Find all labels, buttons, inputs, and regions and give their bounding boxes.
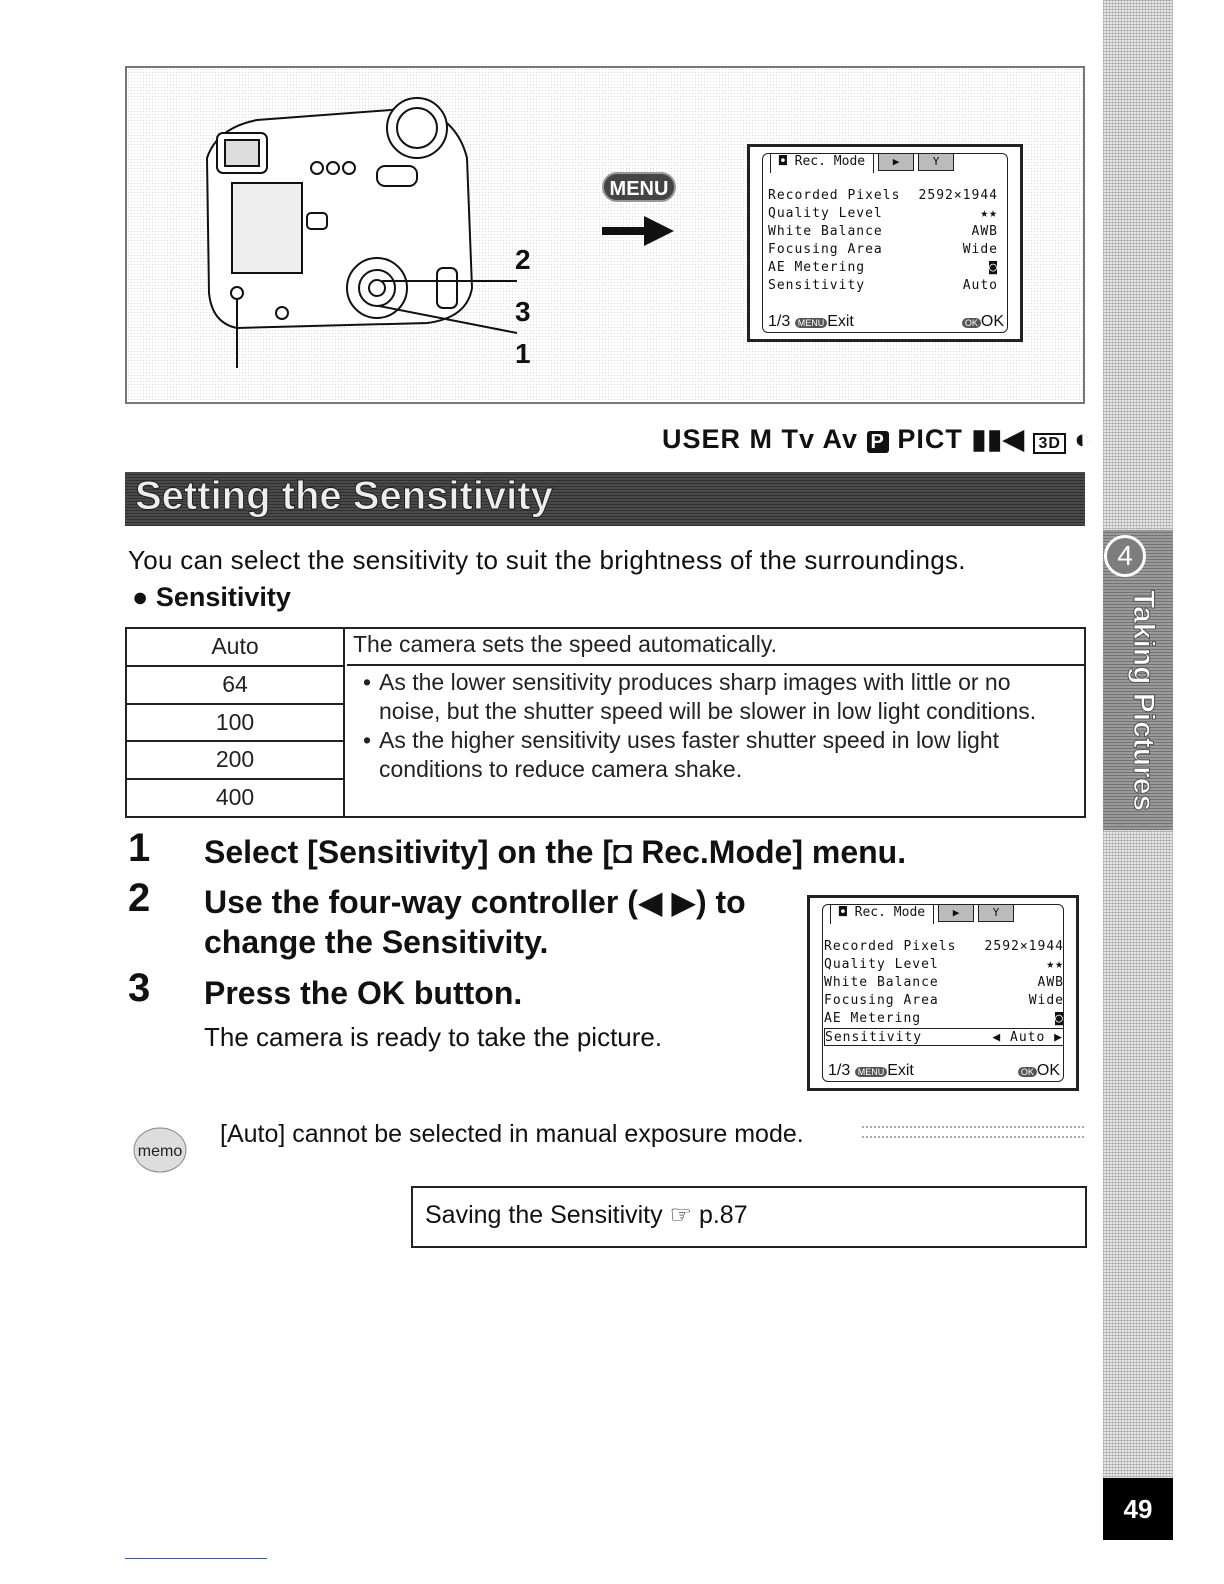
pict-mode-label: PICT [897,424,963,454]
sensitivity-values-column [127,629,345,816]
lcd-row-sensitivity: Sensitivity Auto [768,278,998,293]
step-2-text-line2: change the Sensitivity. [204,924,549,960]
menu-icon: MENU [855,1067,888,1077]
ok-icon: OK [1018,1067,1037,1077]
step-3-text: Press the OK button. [204,975,523,1011]
camera-icon: ◘ [779,154,795,169]
memo-text: [Auto] cannot be selected in manual exposure mode. [220,1120,804,1148]
3d-mode-icon: 3D [1033,433,1065,454]
lcd-row-sensitivity-selected: Sensitivity ◀ Auto ▶ [825,1030,1063,1045]
subheading: ● Sensitivity [132,582,291,612]
lcd-menu-screen-sensitivity [807,895,1079,1091]
lcd-row-recorded-pixels: Recorded Pixels 2592×1944 [824,939,1064,954]
page-number: 49 [1103,1478,1173,1540]
svg-text:memo: memo [137,1143,183,1160]
lcd-row-quality-level: Quality Level ★★ [768,206,998,221]
applicable-modes: USER M Tv Av P PICT ▮▮◀ 3D ◐ [662,424,1092,454]
reference-page: p.87 [698,1201,748,1229]
camera-illustration-icon [197,88,517,368]
sensitivity-table [125,627,1086,818]
lcd-row-white-balance: White Balance AWB [768,224,998,239]
lcd-tab-bar [770,153,954,173]
step-2-text-line1: Use the four-way controller (◀ ▶) to [204,884,746,920]
sensitivity-value: 100 [127,705,343,743]
lcd-row-focusing-area: Focusing Area Wide [768,242,998,257]
reference-box [411,1186,1087,1248]
sensitivity-value: 200 [127,742,343,780]
lcd-menu-list [824,938,1064,1046]
lcd-row-focusing-area: Focusing Area Wide [824,993,1064,1008]
playback-tab-icon: ▶ [938,904,974,922]
camera-icon: ◘ [839,905,855,920]
step-3-number: 3 [128,966,151,1010]
callout-2: 2 [515,244,531,275]
menu-button-icon: MENU [602,172,676,202]
ok-icon: OK [962,318,981,328]
lcd-row-recorded-pixels: Recorded Pixels 2592×1944 [768,188,998,203]
section-heading-bar [125,472,1085,526]
callout-1: 1 [515,338,531,369]
bullet-item: • As the higher sensitivity uses faster shutter speed in low light conditions to reduce camera shake. [362,727,1000,782]
lcd-menu-screen [747,144,1023,342]
bullet-item: • As the lower sensitivity produces sharp images with little or no noise, but the shutter speed will be slower in low light conditions. [362,669,1037,724]
rec-mode-tab: ◘ Rec. Mode [770,153,874,173]
lcd-row-quality-level: Quality Level ★★ [824,957,1064,972]
sensitivity-value: 400 [215,784,255,810]
lcd-row-ae-metering: AE Metering ◙ [768,260,998,275]
lcd-menu-list [768,187,998,295]
menu-icon: MENU [795,318,828,328]
setup-tab-icon: Y [918,153,954,171]
night-mode-icon: ◐ [1074,424,1092,454]
auto-description: The camera sets the speed automatically. [347,629,1084,666]
intro-text: You can select the sensitivity to suit the brightness of the surroundings. [128,545,966,575]
pointer-icon: ☞ [669,1201,692,1229]
step-1-text: Select [Sensitivity] on the [◘ Rec.Mode] menu. [204,834,907,870]
program-mode-icon: P [867,431,889,453]
movie-mode-icon: ▮▮◀ [971,424,1025,454]
callout-3: 3 [515,296,531,327]
lcd-tab-bar [830,904,1014,924]
chapter-title: Taking Pictures [1127,590,1160,812]
memo-dotted-rule [862,1126,1084,1138]
playback-tab-icon: ▶ [878,153,914,171]
lcd-row-ae-metering: AE Metering ◙ [824,1011,1064,1026]
arrow-right-icon [602,214,674,248]
step-description: The camera is ready to take the picture. [204,1022,663,1052]
illustration-panel [125,66,1085,404]
sensitivity-value: 64 [127,667,343,705]
section-title: Setting the Sensitivity [135,474,553,518]
sensitivity-value: Auto [127,629,343,667]
step-1-number: 1 [128,826,151,870]
step-2-number: 2 [128,876,151,920]
lcd-footer: 1/3 MENU Exit OK OK [768,313,1004,330]
rec-mode-tab: ◘ Rec. Mode [830,904,934,924]
lcd-footer: 1/3 MENU Exit OK OK [828,1062,1060,1079]
iso-description [347,668,1084,816]
chapter-number-badge: 4 [1104,535,1146,577]
reference-text: Saving the Sensitivity [425,1201,663,1229]
footer-rule [125,1558,267,1559]
setup-tab-icon: Y [978,904,1014,922]
lcd-row-white-balance: White Balance AWB [824,975,1064,990]
memo-icon [128,1118,190,1180]
